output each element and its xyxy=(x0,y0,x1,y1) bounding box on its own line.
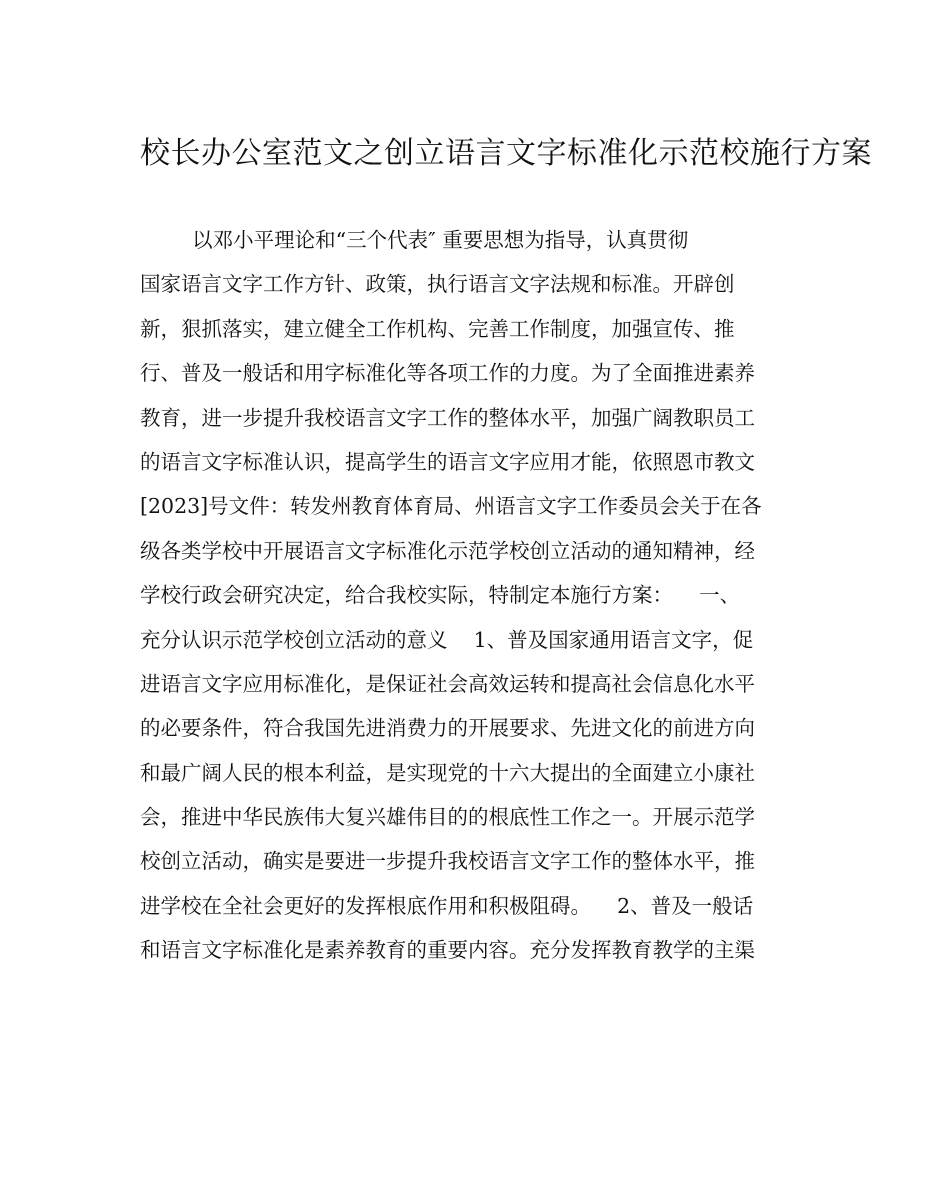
document-body xyxy=(140,218,820,973)
document-title: 校长办公室范文之创立语言文字标准化示范校施行方案 xyxy=(140,136,872,171)
body-line-10: 充分认识示范学校创立活动的意义 1、普及国家通用语言文字，促 xyxy=(140,627,754,652)
body-line-6: 的语言文字标准认识，提高学生的语言文字应用才能，依照恩市教文 xyxy=(140,449,755,474)
body-line-1: 以邓小平理论和“三个代表″ 重要思想为指导，认真贯彻 xyxy=(140,228,689,252)
body-line-16: 进学校在全社会更好的发挥根底作用和积极阻碍。 2、普及一般话 xyxy=(140,893,754,918)
body-line-15: 校创立活动，确实是要进一步提升我校语言文字工作的整体水平，推 xyxy=(140,849,755,874)
body-line-3: 新，狠抓落实，建立健全工作机构、完善工作制度，加强宣传、推 xyxy=(140,316,735,341)
body-line-13: 和最广阔人民的根本利益，是实现党的十六大提出的全面建立小康社 xyxy=(140,760,755,785)
body-line-5: 教育，进一步提升我校语言文字工作的整体水平，加强广阔教职员工 xyxy=(140,405,755,430)
body-line-4: 行、普及一般话和用字标准化等各项工作的力度。为了全面推进素养 xyxy=(140,361,755,386)
body-line-8: 级各类学校中开展语言文字标准化示范学校创立活动的通知精神，经 xyxy=(140,538,755,563)
body-line-9: 学校行政会研究决定，给合我校实际，特制定本施行方案： 一、 xyxy=(140,583,741,608)
body-line-7: [2023]号文件：转发州教育体育局、州语言文字工作委员会关于在各 xyxy=(140,494,762,519)
body-line-14: 会，推进中华民族伟大复兴雄伟目的的根底性工作之一。开展示范学 xyxy=(140,805,755,830)
body-line-11: 进语言文字应用标准化，是保证社会高效运转和提高社会信息化水平 xyxy=(140,671,755,696)
body-line-12: 的必要条件，符合我国先进消费力的开展要求、先进文化的前进方向 xyxy=(140,716,755,741)
body-line-17: 和语言文字标准化是素养教育的重要内容。充分发挥教育教学的主渠 xyxy=(140,938,755,963)
body-line-2: 国家语言文字工作方针、政策，执行语言文字法规和标准。开辟创 xyxy=(140,272,735,297)
